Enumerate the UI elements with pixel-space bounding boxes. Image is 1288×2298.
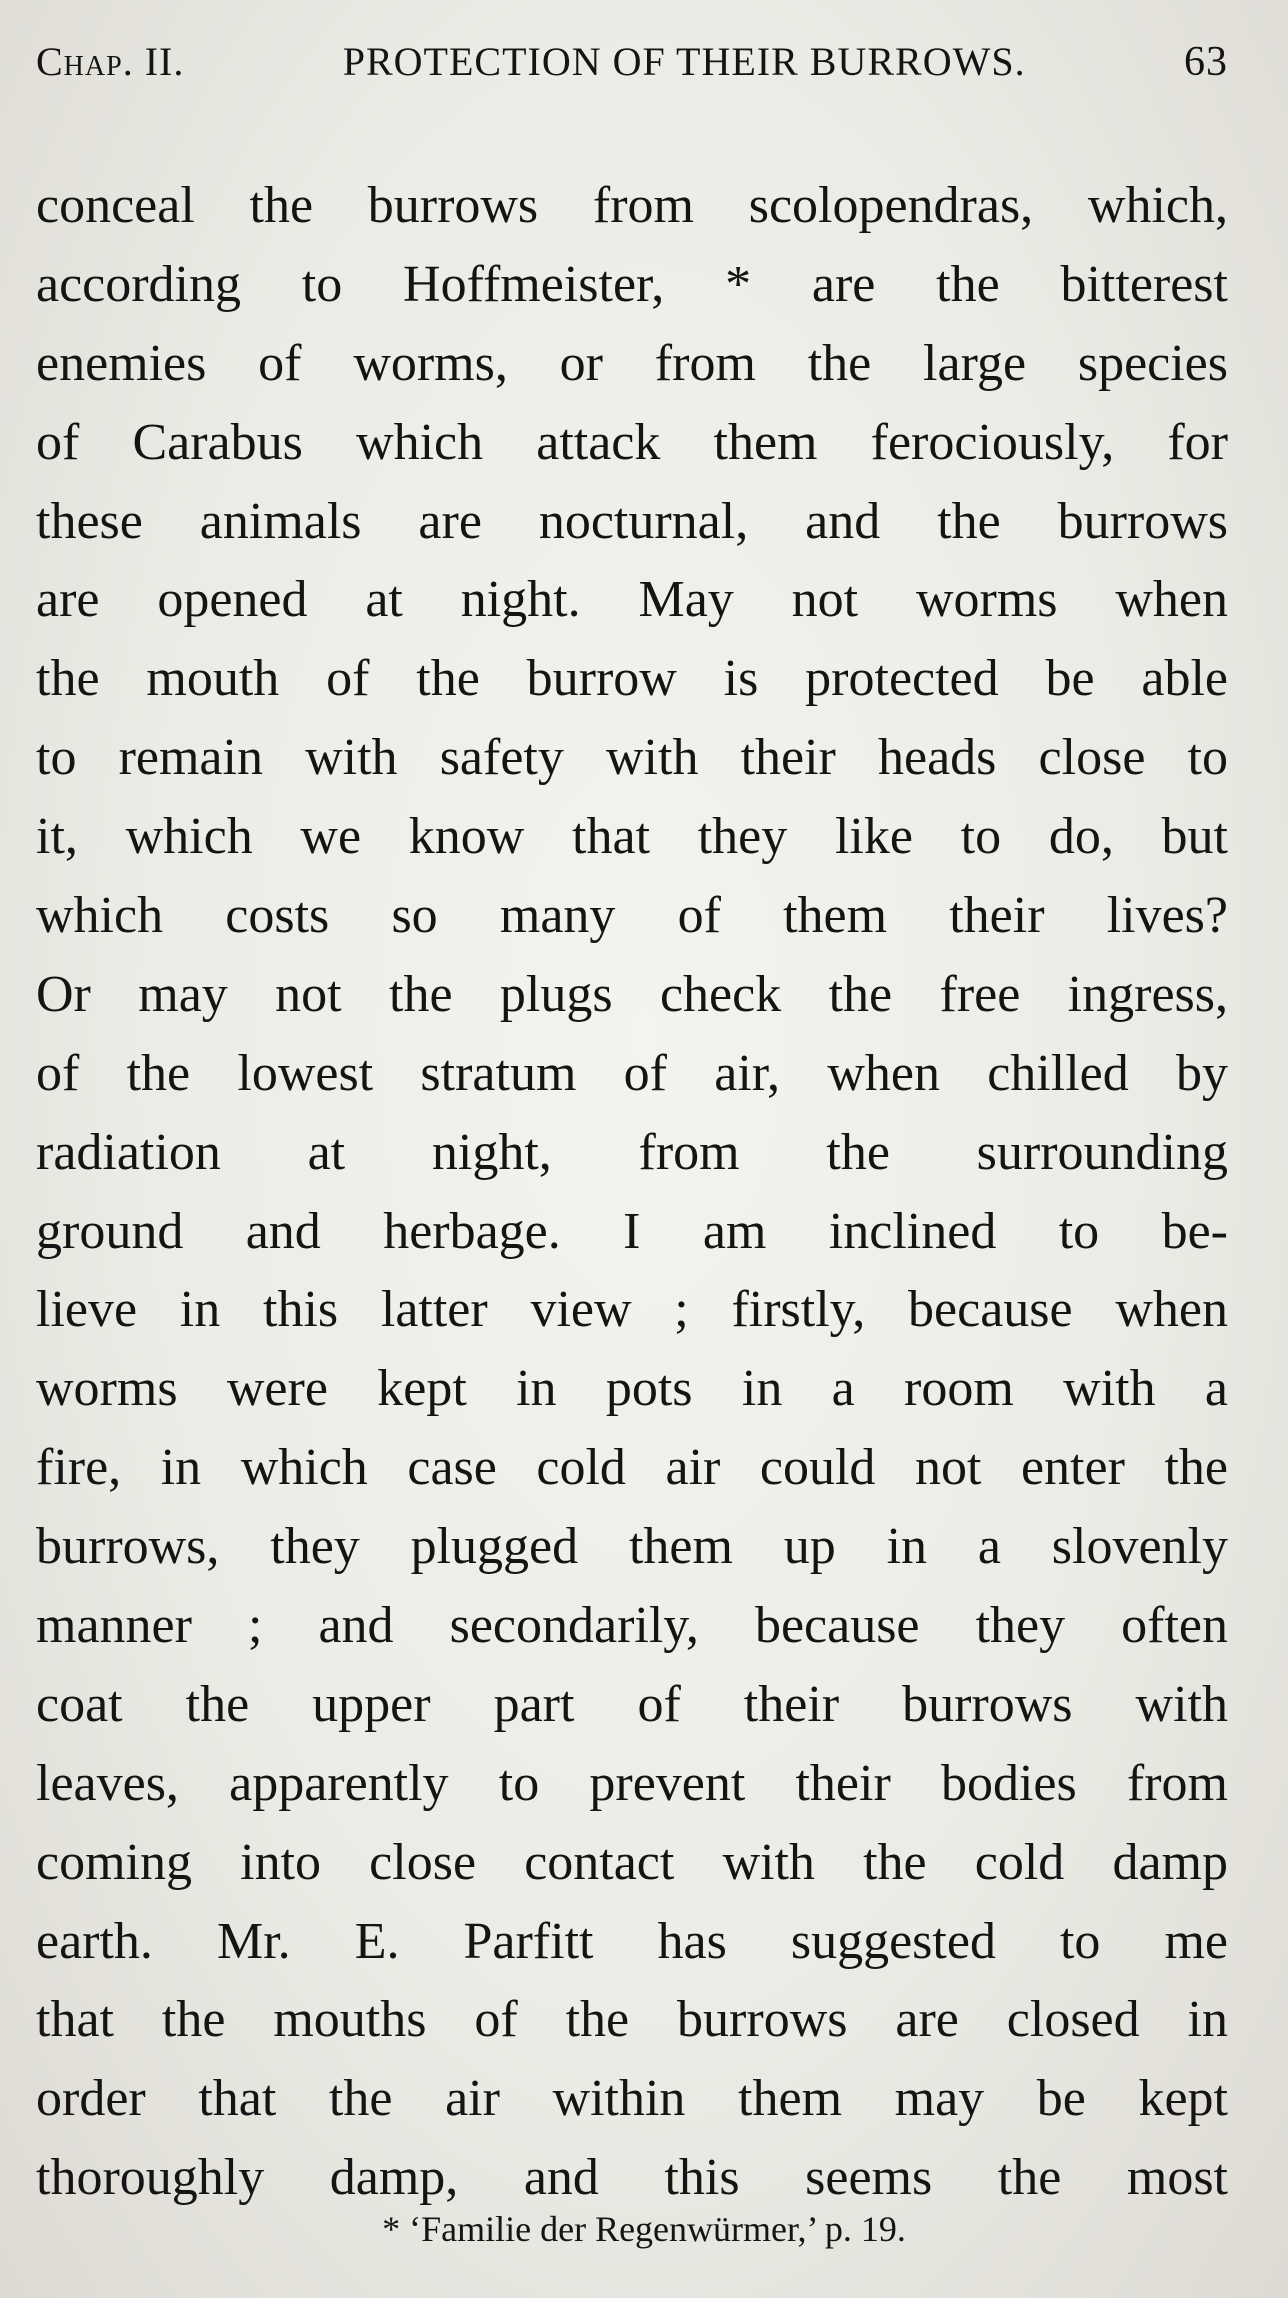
- text-line: which costs so many of them their lives?: [36, 887, 1228, 945]
- text-line: ground and herbage. I am inclined to be-: [36, 1202, 1228, 1260]
- text-line: conceal the burrows from scolopendras, which,: [36, 177, 1228, 234]
- text-line: earth. Mr. E. Parfitt has suggested to me: [36, 1912, 1228, 1970]
- text-line: worms were kept in pots in a room with a: [36, 1360, 1228, 1418]
- text-line: thoroughly damp, and this seems the most: [36, 2149, 1228, 2207]
- text-line: the mouth of the burrow is protected be able: [36, 650, 1228, 708]
- text-line: that the mouths of the burrows are closed in: [36, 1991, 1228, 2049]
- page-number: 63: [1184, 39, 1228, 85]
- text-line: coat the upper part of their burrows with: [36, 1675, 1228, 1733]
- footnote: * ‘Familie der Regenwürmer,’ p. 19.: [382, 2209, 906, 2249]
- text-line: radiation at night, from the surrounding: [36, 1123, 1228, 1181]
- text-line: lieve in this latter view ; firstly, because when: [36, 1281, 1228, 1339]
- text-line: burrows, they plugged them up in a slovenly: [36, 1518, 1228, 1576]
- running-header: [36, 38, 1228, 98]
- text-line: it, which we know that they like to do, but: [36, 808, 1228, 866]
- text-line: of the lowest stratum of air, when chilled by: [36, 1044, 1228, 1102]
- text-line: fire, in which case cold air could not enter the: [36, 1439, 1228, 1497]
- text-line: coming into close contact with the cold damp: [36, 1833, 1228, 1891]
- text-line: Or may not the plugs check the free ingress,: [36, 965, 1228, 1023]
- text-line: order that the air within them may be kept: [36, 2070, 1228, 2128]
- chapter-label: Chap. II.: [36, 39, 185, 84]
- text-line: to remain with safety with their heads close to: [36, 729, 1228, 787]
- body-text: [36, 167, 1228, 2218]
- text-line: of Carabus which attack them ferociously, for: [36, 413, 1228, 471]
- text-line: manner ; and secondarily, because they often: [36, 1597, 1228, 1655]
- text-line: enemies of worms, or from the large species: [36, 334, 1228, 392]
- text-line: are opened at night. May not worms when: [36, 571, 1228, 629]
- running-title: PROTECTION OF THEIR BURROWS.: [342, 39, 1026, 84]
- text-line: these animals are nocturnal, and the burrows: [36, 492, 1228, 550]
- text-line: leaves, apparently to prevent their bodies from: [36, 1754, 1228, 1812]
- text-line: according to Hoffmeister, * are the bitterest: [36, 255, 1228, 313]
